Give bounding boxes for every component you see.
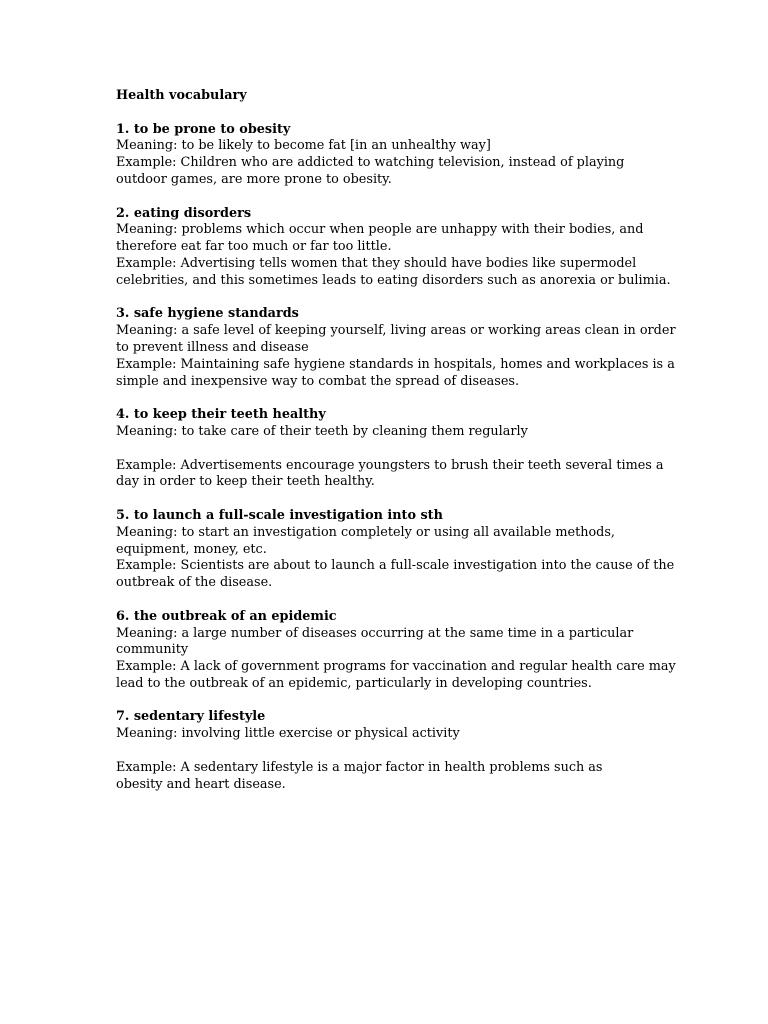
vocab-term: 2. eating disorders bbox=[116, 205, 252, 221]
blank-line bbox=[116, 441, 676, 458]
meaning-line: Meaning: involving little exercise or physical activity bbox=[116, 726, 460, 742]
vocab-entry-3 bbox=[116, 306, 676, 390]
vocab-entry-2 bbox=[116, 206, 676, 290]
document-page bbox=[116, 88, 676, 810]
vocab-entry-7 bbox=[116, 709, 676, 793]
example-line: day in order to keep their teeth healthy. bbox=[116, 474, 375, 490]
vocab-entry-6 bbox=[116, 609, 676, 693]
example-line: simple and inexpensive way to combat the spread of diseases. bbox=[116, 373, 520, 389]
example-line: Example: A lack of government programs for vaccination and regular health care may bbox=[116, 659, 676, 675]
example-line: Example: Children who are addicted to watching television, instead of playing bbox=[116, 155, 625, 171]
example-line: celebrities, and this sometimes leads to eating disorders such as anorexia or bulimia. bbox=[116, 272, 671, 288]
vocab-term: 1. to be prone to obesity bbox=[116, 121, 291, 137]
example-line: Example: Advertisements encourage youngsters to brush their teeth several times a bbox=[116, 457, 664, 473]
vocab-term: 3. safe hygiene standards bbox=[116, 306, 299, 322]
meaning-line: Meaning: a safe level of keeping yourself, living areas or working areas clean in order bbox=[116, 323, 676, 339]
vocab-entry-5 bbox=[116, 508, 676, 592]
meaning-line: Meaning: a large number of diseases occurring at the same time in a particular bbox=[116, 625, 634, 641]
example-line: Example: Maintaining safe hygiene standards in hospitals, homes and workplaces is a bbox=[116, 356, 675, 372]
meaning-line: Meaning: to start an investigation completely or using all available methods, bbox=[116, 524, 615, 540]
example-line: outbreak of the disease. bbox=[116, 575, 273, 591]
vocab-entry-1 bbox=[116, 122, 676, 189]
document-title: Health vocabulary bbox=[116, 88, 247, 103]
vocab-entry-4 bbox=[116, 407, 676, 491]
example-line: outdoor games, are more prone to obesity. bbox=[116, 171, 392, 187]
vocab-term: 6. the outbreak of an epidemic bbox=[116, 608, 337, 624]
meaning-line: Meaning: problems which occur when people are unhappy with their bodies, and bbox=[116, 222, 644, 238]
example-line: Example: A sedentary lifestyle is a major factor in health problems such as bbox=[116, 759, 603, 775]
meaning-line: equipment, money, etc. bbox=[116, 541, 267, 557]
example-line: obesity and heart disease. bbox=[116, 776, 286, 792]
meaning-line: community bbox=[116, 642, 189, 658]
vocab-term: 7. sedentary lifestyle bbox=[116, 709, 266, 725]
example-line: Example: Advertising tells women that they should have bodies like supermodel bbox=[116, 255, 637, 271]
example-line: Example: Scientists are about to launch a full-scale investigation into the cause of the bbox=[116, 558, 675, 574]
meaning-line: Meaning: to be likely to become fat [in an unhealthy way] bbox=[116, 138, 491, 154]
vocab-term: 5. to launch a full-scale investigation into sth bbox=[116, 507, 443, 523]
vocab-term: 4. to keep their teeth healthy bbox=[116, 407, 326, 423]
meaning-line: therefore eat far too much or far too little. bbox=[116, 239, 392, 255]
example-line: lead to the outbreak of an epidemic, particularly in developing countries. bbox=[116, 675, 592, 691]
blank-line bbox=[116, 743, 676, 760]
meaning-line: Meaning: to take care of their teeth by cleaning them regularly bbox=[116, 423, 528, 439]
meaning-line: to prevent illness and disease bbox=[116, 339, 309, 355]
